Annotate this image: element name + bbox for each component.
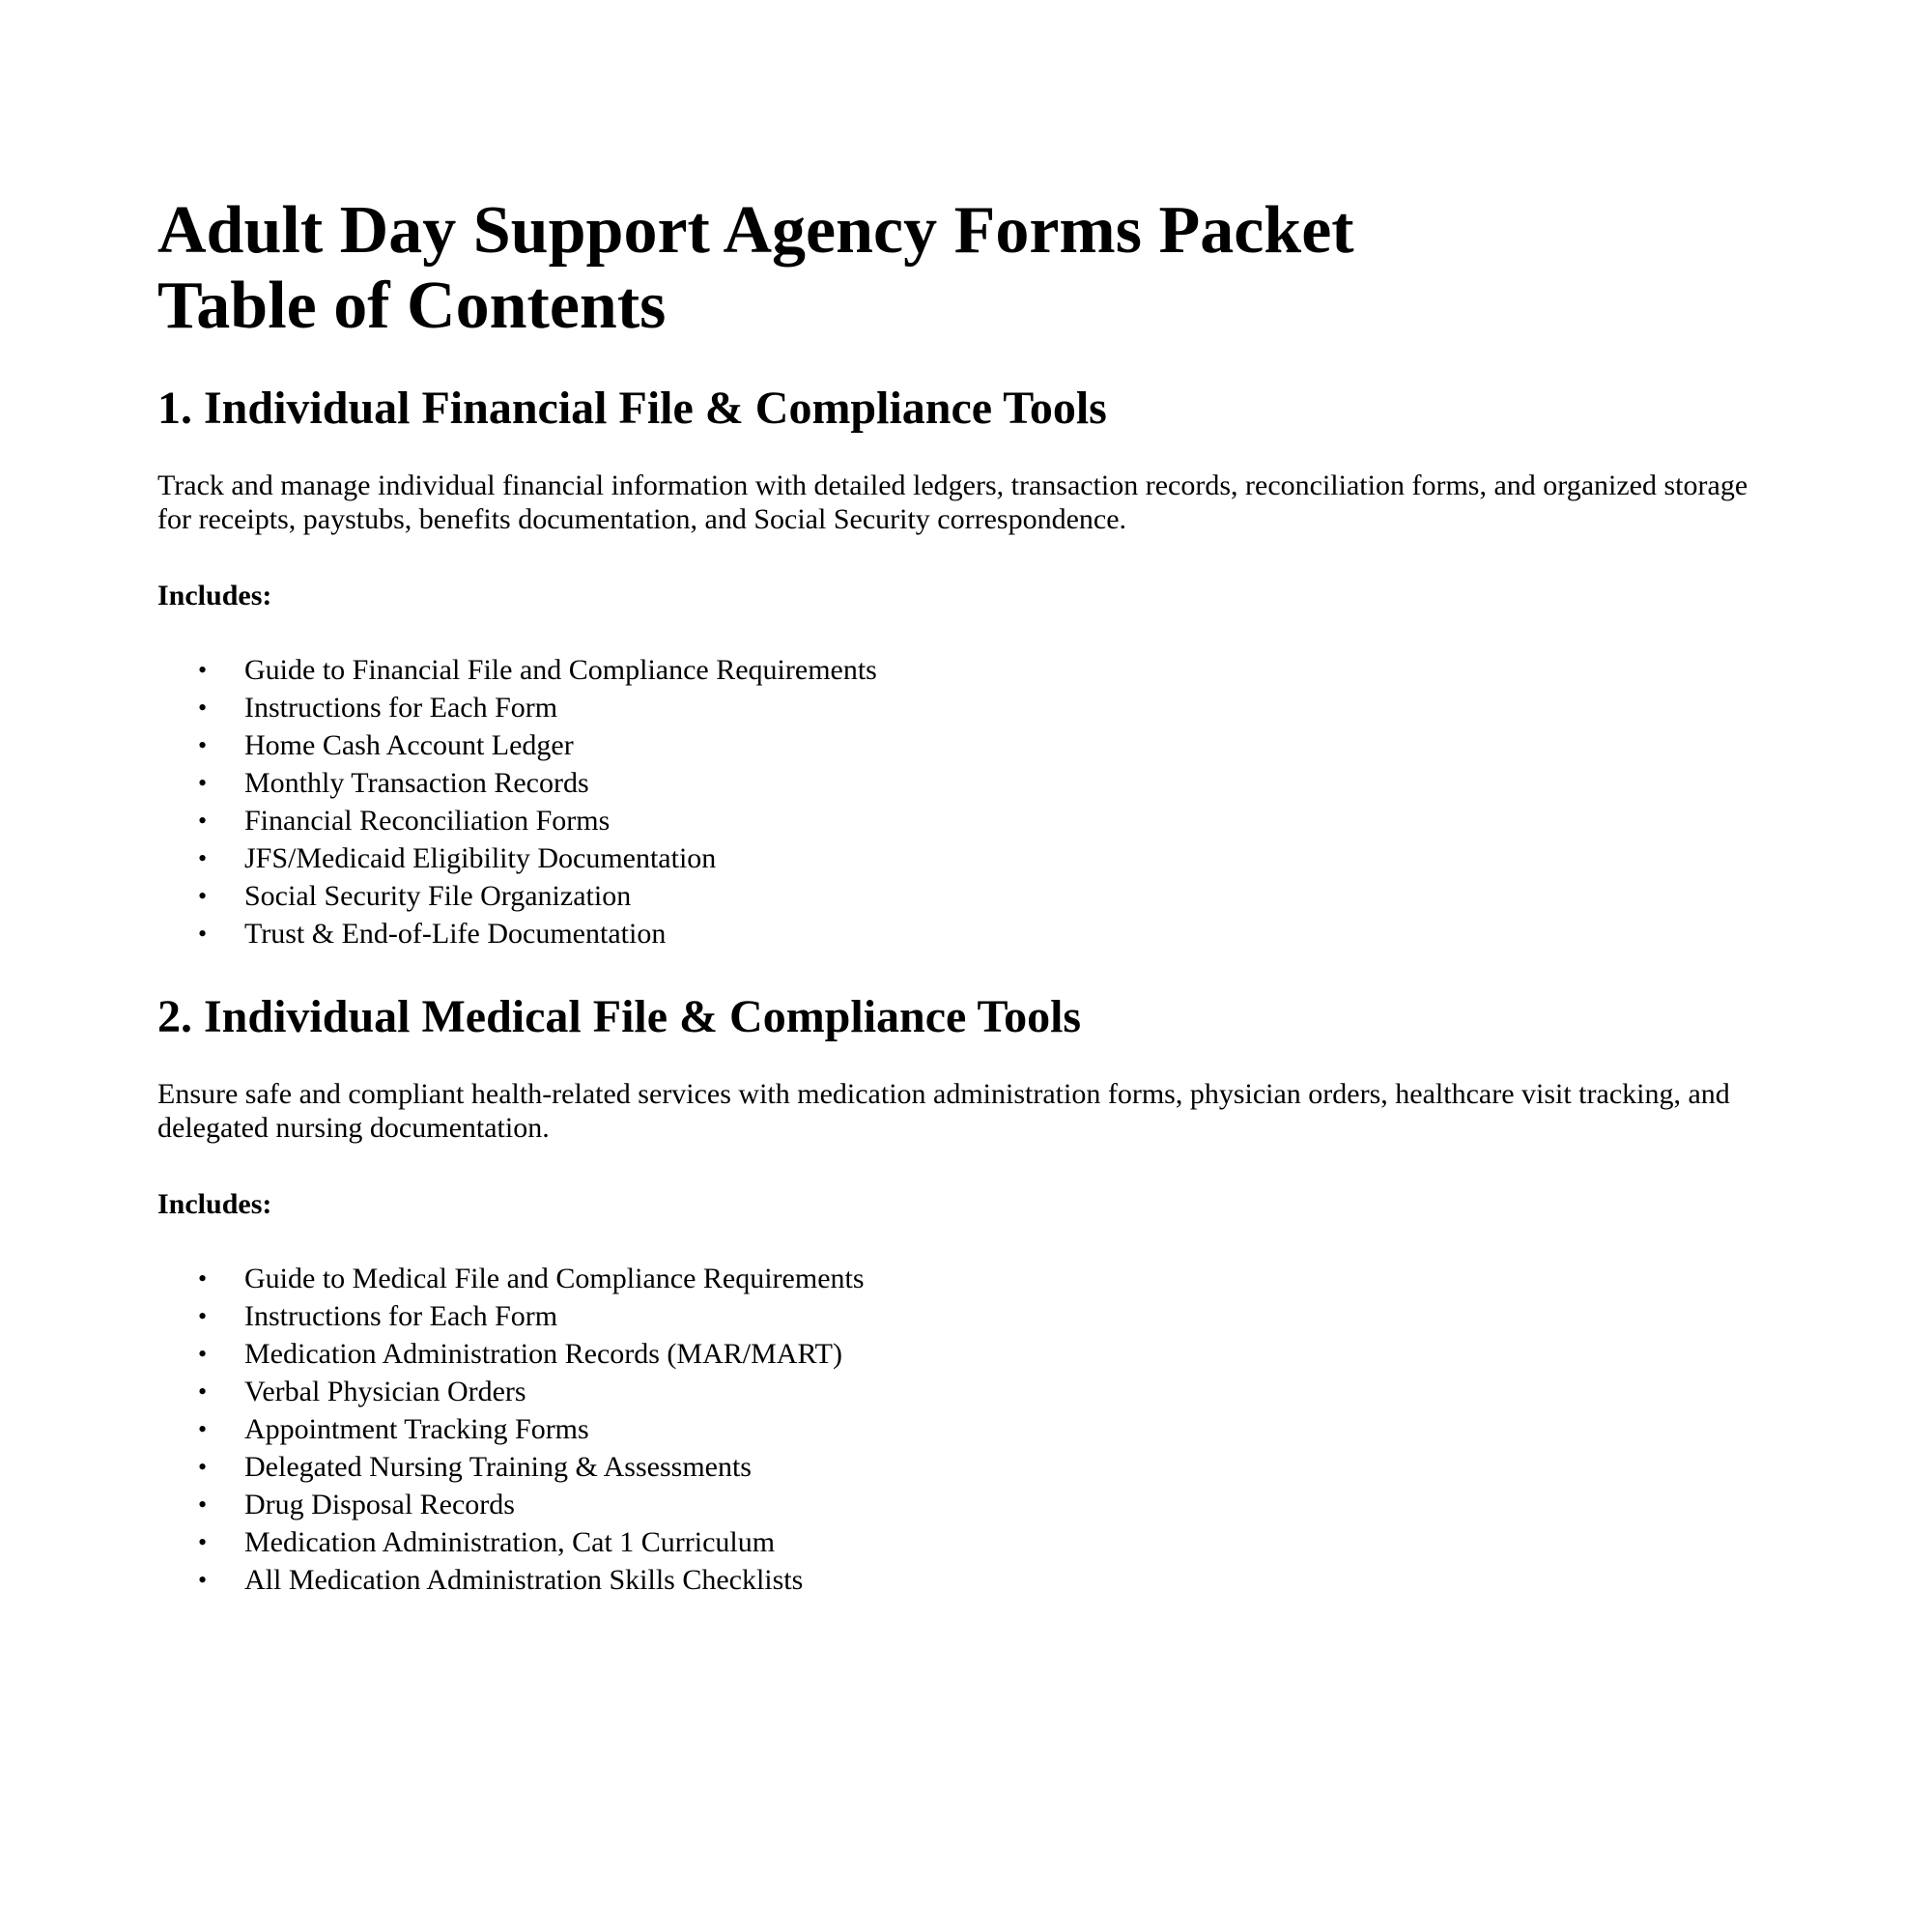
list-item-label: JFS/Medicaid Eligibility Documentation — [244, 842, 717, 874]
bullet-icon: • — [198, 731, 208, 759]
list-item-label: Monthly Transaction Records — [244, 767, 589, 799]
list-item-label: Financial Reconciliation Forms — [244, 805, 611, 837]
list-item — [157, 1561, 1777, 1599]
bullet-icon: • — [198, 1491, 208, 1519]
list-item — [157, 1523, 1777, 1561]
list-item-label: Medication Administration Records (MAR/MART) — [244, 1338, 842, 1370]
section-description: Track and manage individual financial information with detailed ledgers, transaction records, reconciliation forms, and organized storage for receipts, paystubs, benefits documentation, and Social Security correspondence. — [157, 469, 1748, 535]
list-item — [157, 802, 1777, 839]
list-item — [157, 915, 1777, 952]
list-item — [157, 1410, 1777, 1448]
bullet-icon: • — [198, 844, 208, 872]
bullet-icon: • — [198, 1528, 208, 1556]
list-item-label: Appointment Tracking Forms — [244, 1413, 589, 1445]
list-item — [157, 1260, 1777, 1297]
bullet-icon: • — [198, 882, 208, 910]
bullet-list — [157, 1260, 1777, 1599]
list-item — [157, 1448, 1777, 1486]
section-description: Ensure safe and compliant health-related services with medication administration forms, physician orders, healthcare visit tracking, and delegated nursing documentation. — [157, 1078, 1730, 1144]
bullet-icon: • — [198, 694, 208, 722]
list-item-label: Delegated Nursing Training & Assessments — [244, 1451, 752, 1483]
list-item — [157, 1335, 1777, 1373]
list-item-label: Instructions for Each Form — [244, 1300, 558, 1332]
list-item-label: Home Cash Account Ledger — [244, 729, 574, 761]
list-item — [157, 726, 1777, 764]
list-item-label: Guide to Medical File and Compliance Requirements — [244, 1263, 865, 1294]
bullet-icon: • — [198, 1302, 208, 1330]
bullet-list — [157, 651, 1777, 952]
includes-label: Includes: — [157, 580, 272, 611]
section-financial — [157, 383, 1777, 952]
bullet-icon: • — [198, 1453, 208, 1481]
list-item — [157, 1486, 1777, 1523]
list-item — [157, 1297, 1777, 1335]
list-item-label: Social Security File Organization — [244, 880, 632, 912]
bullet-icon: • — [198, 1340, 208, 1368]
bullet-icon: • — [198, 1264, 208, 1293]
list-item-label: Medication Administration, Cat 1 Curriculum — [244, 1526, 776, 1558]
list-item-label: Drug Disposal Records — [244, 1489, 515, 1520]
page-title-line-2: Table of Contents — [157, 269, 667, 343]
list-item — [157, 689, 1777, 726]
bullet-icon: • — [198, 1566, 208, 1594]
list-item — [157, 839, 1777, 877]
list-item — [157, 1373, 1777, 1410]
bullet-icon: • — [198, 1415, 208, 1443]
bullet-icon: • — [198, 920, 208, 948]
list-item-label: All Medication Administration Skills Checklists — [244, 1564, 804, 1596]
section-medical — [157, 991, 1777, 1599]
bullet-icon: • — [198, 656, 208, 684]
list-item-label: Trust & End-of-Life Documentation — [244, 918, 667, 950]
list-item-label: Verbal Physician Orders — [244, 1376, 526, 1407]
bullet-icon: • — [198, 769, 208, 797]
list-item — [157, 877, 1777, 915]
page-title — [157, 193, 1777, 344]
list-item-label: Guide to Financial File and Compliance Requirements — [244, 654, 877, 686]
list-item — [157, 764, 1777, 802]
section-heading: 1. Individual Financial File & Compliance Tools — [157, 383, 1107, 434]
list-item — [157, 651, 1777, 689]
page-title-line-1: Adult Day Support Agency Forms Packet — [157, 193, 1354, 268]
includes-label: Includes: — [157, 1188, 272, 1220]
section-heading: 2. Individual Medical File & Compliance Tools — [157, 991, 1082, 1042]
bullet-icon: • — [198, 807, 208, 835]
bullet-icon: • — [198, 1378, 208, 1406]
list-item-label: Instructions for Each Form — [244, 692, 558, 724]
